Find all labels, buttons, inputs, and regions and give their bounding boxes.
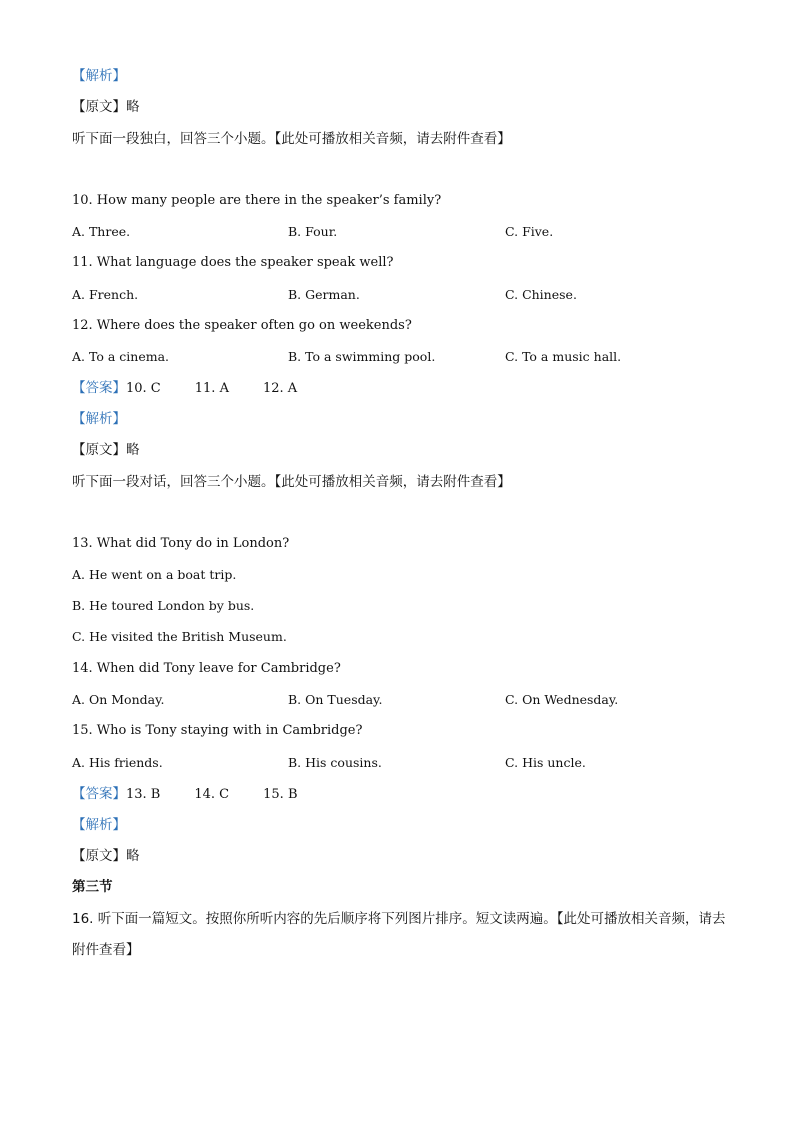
question-12-stem: 12. Where does the speaker often go on weekends?: [72, 318, 412, 333]
question-11-option-c: C. Chinese.: [505, 287, 577, 302]
answer-15: 15. B: [263, 787, 298, 802]
instruction-monologue: 听下面一段独白，回答三个小题。【此处可播放相关音频，请去附件查看】: [72, 131, 511, 147]
answer-label-2: 【答案】: [72, 786, 126, 802]
question-12-option-a: A. To a cinema.: [72, 349, 169, 364]
question-13-option-a: A. He went on a boat trip.: [72, 567, 237, 582]
question-13-stem: 13. What did Tony do in London?: [72, 536, 290, 551]
original-text-1: 【原文】略: [72, 99, 140, 115]
question-15-option-b: B. His cousins.: [288, 755, 382, 770]
instruction-dialogue: 听下面一段对话，回答三个小题。【此处可播放相关音频，请去附件查看】: [72, 474, 511, 490]
question-11-option-b: B. German.: [288, 287, 360, 302]
question-14-stem: 14. When did Tony leave for Cambridge?: [72, 661, 341, 676]
question-13-option-b: B. He toured London by bus.: [72, 598, 255, 613]
answer-label-1: 【答案】: [72, 380, 126, 396]
question-15-option-c: C. His uncle.: [505, 755, 586, 770]
answer-11: 11. A: [194, 381, 229, 396]
section-heading-3: 第三节: [72, 879, 113, 895]
analysis-label-3: 【解析】: [72, 817, 126, 833]
answer-line-1: [72, 379, 297, 398]
answer-10: 10. C: [126, 381, 161, 396]
analysis-label-1: 【解析】: [72, 68, 126, 84]
question-12-option-c: C. To a music hall.: [505, 349, 622, 364]
answer-14: 14. C: [194, 787, 230, 802]
question-10-stem: 10. How many people are there in the speaker’s family?: [72, 193, 442, 208]
question-12-option-b: B. To a swimming pool.: [288, 349, 436, 364]
original-text-2: 【原文】略: [72, 442, 140, 458]
original-text-3: 【原文】略: [72, 848, 140, 864]
analysis-label-2: 【解析】: [72, 411, 126, 427]
question-10-option-b: B. Four.: [288, 224, 338, 239]
question-15-option-a: A. His friends.: [72, 755, 163, 770]
question-10-option-a: A. Three.: [72, 224, 131, 239]
question-10-option-c: C. Five.: [505, 224, 554, 239]
question-14-option-b: B. On Tuesday.: [288, 692, 383, 707]
answer-line-2: [72, 785, 298, 804]
answer-13: 13. B: [126, 787, 161, 802]
question-11-stem: 11. What language does the speaker speak well?: [72, 255, 394, 270]
answer-12: 12. A: [262, 381, 298, 396]
question-11-option-a: A. French.: [72, 287, 139, 302]
question-13-option-c: C. He visited the British Museum.: [72, 629, 287, 644]
question-16-instruction: 16. 听下面一篇短文。按照你所听内容的先后顺序将下列图片排序。短文读两遍。【此处可播放相关音频，请去附件查看】: [72, 911, 726, 958]
question-14-option-c: C. On Wednesday.: [505, 692, 619, 707]
question-14-option-a: A. On Monday.: [72, 692, 165, 707]
question-15-stem: 15. Who is Tony staying with in Cambridge?: [72, 723, 363, 738]
